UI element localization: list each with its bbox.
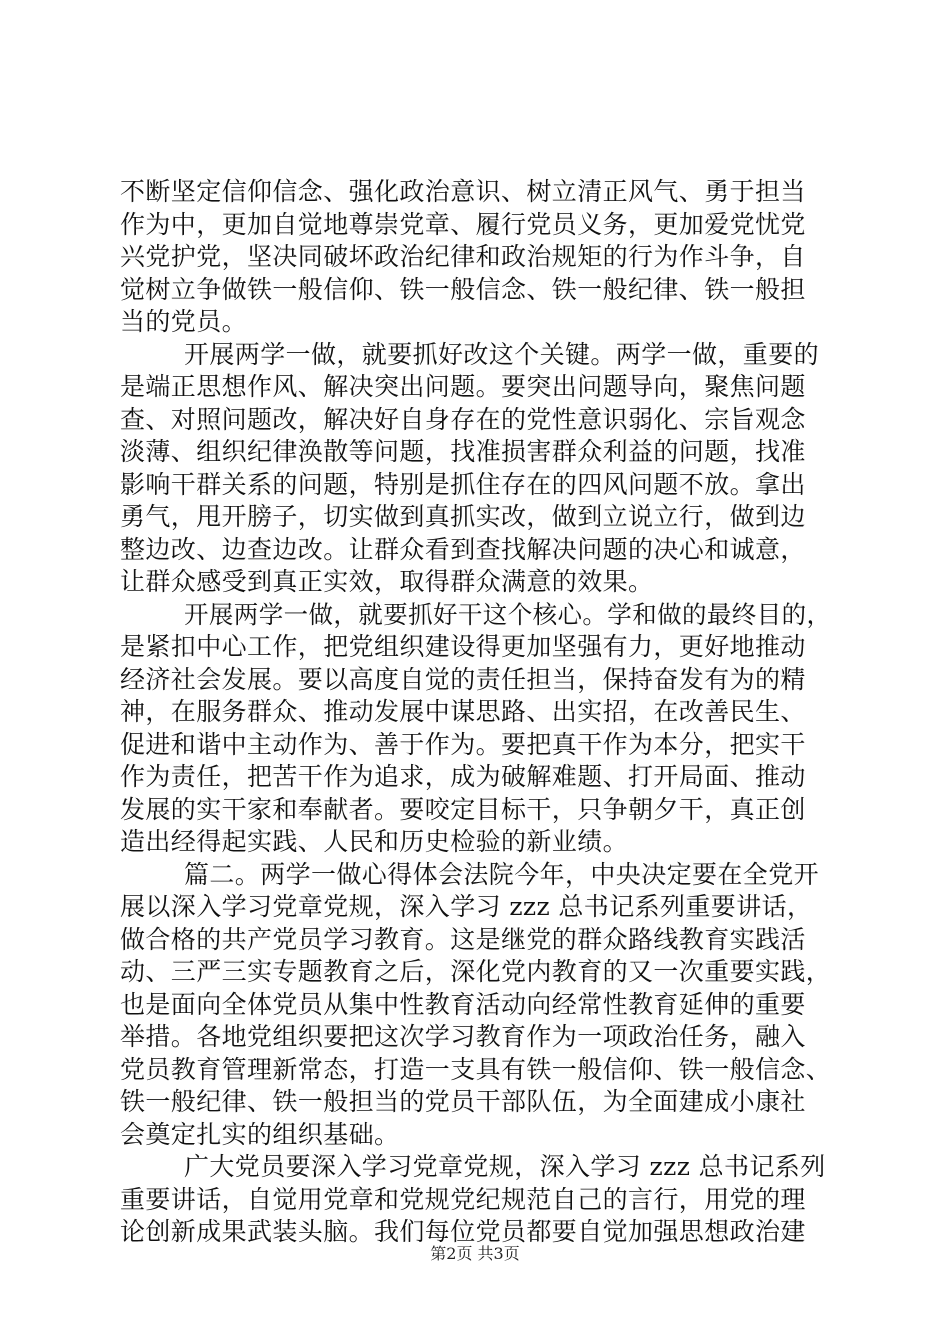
text-line: 促进和谐中主动作为、善于作为。要把真干作为本分，把实干 bbox=[120, 729, 806, 759]
text-line: 篇二。两学一做心得体会法院今年，中央决定要在全党开 bbox=[184, 859, 820, 889]
text-line: 广大党员要深入学习党章党规，深入学习 zzz 总书记系列 bbox=[184, 1152, 826, 1181]
text-line: 不断坚定信仰信念、强化政治意识、树立清正风气、勇于担当 bbox=[120, 177, 806, 206]
paragraph-5 bbox=[120, 1151, 840, 1249]
text-line: 论创新成果武装头脑。我们每位党员都要自觉加强思想政治建 bbox=[120, 1217, 806, 1246]
text-line: 举措。各地党组织要把这次学习教育作为一项政治任务，融入 bbox=[120, 1022, 806, 1051]
text-line: 做合格的共产党员学习教育。这是继党的群众路线教育实践活 bbox=[120, 924, 806, 954]
text-line: 是端正思想作风、解决突出问题。要突出问题导向，聚焦问题 bbox=[120, 372, 806, 401]
page-number-footer: 第2页 共3页 bbox=[430, 1244, 520, 1263]
text-line: 是紧扣中心工作，把党组织建设得更加坚强有力，更好地推动 bbox=[120, 632, 806, 661]
text-line: 展以深入学习党章党规，深入学习 zzz 总书记系列重要讲话， bbox=[120, 892, 813, 921]
text-line: 觉树立争做铁一般信仰、铁一般信念、铁一般纪律、铁一般担 bbox=[120, 274, 806, 304]
text-line: 整边改、边查边改。让群众看到查找解决问题的决心和诚意， bbox=[120, 534, 806, 564]
text-line: 作为中，更加自觉地尊崇党章、履行党员义务，更加爱党忧党 bbox=[120, 209, 806, 239]
text-line: 淡薄、组织纪律涣散等问题，找准损害群众利益的问题，找准 bbox=[120, 437, 806, 466]
text-line: 也是面向全体党员从集中性教育活动向经常性教育延伸的重要 bbox=[120, 989, 806, 1019]
text-line: 影响干群关系的问题，特别是抓住存在的四风问题不放。拿出 bbox=[120, 469, 806, 499]
text-line: 经济社会发展。要以高度自觉的责任担当，保持奋发有为的精 bbox=[120, 664, 806, 694]
text-line: 查、对照问题改，解决好自身存在的党性意识弱化、宗旨观念 bbox=[120, 404, 806, 434]
paragraph-2 bbox=[120, 339, 840, 599]
paragraph-1 bbox=[120, 176, 840, 339]
text-line: 重要讲话，自觉用党章和党规党纪规范自己的言行，用党的理 bbox=[120, 1184, 806, 1214]
document-body bbox=[120, 176, 840, 1249]
text-line: 勇气，甩开膀子，切实做到真抓实改，做到立说立行，做到边 bbox=[120, 502, 806, 531]
text-line: 兴党护党，坚决同破坏政治纪律和政治规矩的行为作斗争，自 bbox=[120, 242, 806, 271]
text-line: 党员教育管理新常态，打造一支具有铁一般信仰、铁一般信念、 bbox=[120, 1054, 832, 1084]
text-line: 会奠定扎实的组织基础。 bbox=[120, 1119, 400, 1149]
text-line: 开展两学一做，就要抓好改这个关键。两学一做，重要的 bbox=[184, 339, 820, 369]
text-line: 当的党员。 bbox=[120, 307, 248, 336]
text-line: 铁一般纪律、铁一般担当的党员干部队伍，为全面建成小康社 bbox=[120, 1087, 806, 1116]
text-line: 让群众感受到真正实效，取得群众满意的效果。 bbox=[120, 567, 654, 596]
text-line: 造出经得起实践、人民和历史检验的新业绩。 bbox=[120, 827, 629, 856]
text-line: 发展的实干家和奉献者。要咬定目标干，只争朝夕干，真正创 bbox=[120, 794, 806, 824]
text-line: 神，在服务群众、推动发展中谋思路、出实招，在改善民生、 bbox=[120, 697, 806, 726]
text-line: 作为责任，把苦干作为追求，成为破解难题、打开局面、推动 bbox=[120, 762, 806, 791]
paragraph-3 bbox=[120, 599, 840, 859]
text-line: 开展两学一做，就要抓好干这个核心。学和做的最终目的， bbox=[184, 599, 832, 629]
paragraph-4 bbox=[120, 859, 840, 1152]
text-line: 动、三严三实专题教育之后，深化党内教育的又一次重要实践， bbox=[120, 957, 832, 986]
